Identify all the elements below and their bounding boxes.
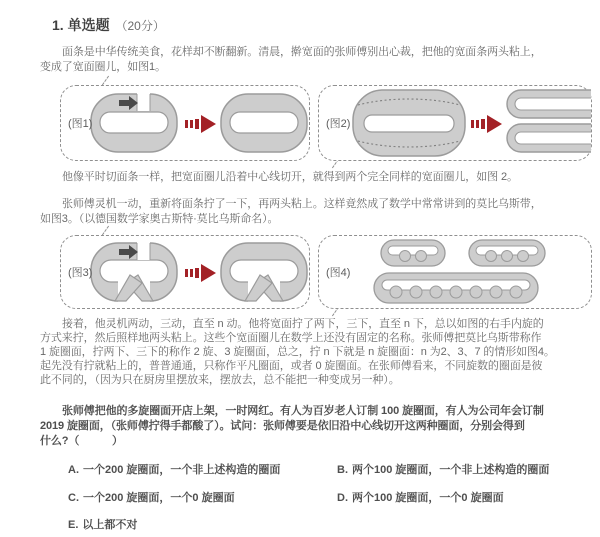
paragraph-intro xyxy=(40,45,580,75)
option-c xyxy=(68,489,235,505)
paragraph-cut xyxy=(40,170,580,185)
paragraph-n-twist xyxy=(40,317,580,387)
figure4-label: (图4) xyxy=(326,267,351,279)
transform-arrow-icon xyxy=(185,264,216,282)
figure3-tail-decoration xyxy=(102,226,109,236)
figure-2 xyxy=(318,85,592,161)
figure-1 xyxy=(60,85,310,161)
option-b-text: 两个100 旋圈面，一个非上述构造的圈面 xyxy=(352,464,550,476)
figure3-illustration xyxy=(61,236,309,308)
paragraph-line: 接着，他灵机两动，三动，直至 n 动。他将宽面拧了两下，三下，直至 n 下，总以如图的右手内旋的 xyxy=(62,318,544,330)
paragraph-line: 面条是中华传统美食，花样却不断翻新。清晨，擀宽面的张师傅别出心裁，把他的宽面条两头粘上， xyxy=(62,46,542,58)
question-points: （20分） xyxy=(115,19,165,33)
figure2-illustration xyxy=(319,86,591,160)
transform-arrow-icon xyxy=(185,115,216,133)
option-a-key: A. xyxy=(68,464,79,476)
option-c-key: C. xyxy=(68,492,79,504)
figure1-illustration xyxy=(61,86,309,160)
figure2-label: (图2) xyxy=(326,118,351,130)
paragraph-line: 1 旋圈面，拧两下、三下的称作 2 旋、3 旋圈面，总之，拧 n 下就是 n 旋圈面：n 为2、3、7 的情形如图4。 xyxy=(40,346,555,358)
paragraph-line: 2019 旋圈面，（张师傅拧得手都酸了）。试问：张师傅要是依旧沿中心线切开这两种圈面，分别会得到 xyxy=(40,420,525,432)
option-c-text: 一个200 旋圈面，一个0 旋圈面 xyxy=(83,492,235,504)
paragraph-line: 张师傅灵机一动，重新将面条拧了一下，再两头粘上。这样竟然成了数学中常常讲到的莫比乌斯带， xyxy=(62,198,542,210)
paragraph-line: 如图3。（以德国数学家奥古斯特·莫比乌斯命名）。 xyxy=(40,213,279,225)
paragraph-line: 方式来拧，然后照样地两头粘上。这些个宽面圈儿在数学上还没有固定的名称。张师傅把莫比乌斯带称作 xyxy=(40,332,542,344)
figure-3 xyxy=(60,235,310,309)
option-b-key: B. xyxy=(337,464,348,476)
paragraph-mobius xyxy=(40,197,580,227)
option-d-key: D. xyxy=(337,492,348,504)
option-e-text: 以上都不对 xyxy=(82,519,138,531)
option-a-text: 一个200 旋圈面，一个非上述构造的圈面 xyxy=(83,464,281,476)
question-number: 1. xyxy=(52,17,64,33)
option-a xyxy=(68,461,280,477)
paragraph-line: 他像平时切面条一样，把宽面圈儿沿着中心线切开，就得到两个完全同样的宽面圈儿，如图 2。 xyxy=(62,171,518,183)
paragraph-line: 什么?（ ） xyxy=(40,435,123,447)
figure1-label: (图1) xyxy=(68,118,93,130)
question-statement xyxy=(40,404,580,449)
figure3-label: (图3) xyxy=(68,267,93,279)
option-b xyxy=(337,461,549,477)
option-d xyxy=(337,489,504,505)
figure-4 xyxy=(318,235,592,309)
option-d-text: 两个100 旋圈面，一个0 旋圈面 xyxy=(352,492,504,504)
paragraph-line: 张师傅把他的多旋圈面开店上架，一时网红。有人为百岁老人订制 100 旋圈面，有人为公司年会订制 xyxy=(62,405,544,417)
question-header xyxy=(52,15,165,35)
paragraph-line: 变成了宽面圈儿，如图1。 xyxy=(40,61,166,73)
figure4-illustration xyxy=(319,236,591,308)
paragraph-line: 此不同的，（因为只在厨房里摆放来，摆放去，总不能把一种变成另一种）。 xyxy=(40,374,400,386)
option-e-key: E. xyxy=(68,519,79,531)
transform-arrow-icon xyxy=(471,115,502,133)
option-e xyxy=(68,516,137,532)
paragraph-line: 起先没有拧就粘上的，普普通通，只称作平凡圈面，或者 0 旋圈面。在张师傅看来，不同旋数的圈面是彼 xyxy=(40,360,543,372)
question-type-title: 单选题 xyxy=(67,17,110,33)
figure1-tail-decoration xyxy=(102,76,109,86)
